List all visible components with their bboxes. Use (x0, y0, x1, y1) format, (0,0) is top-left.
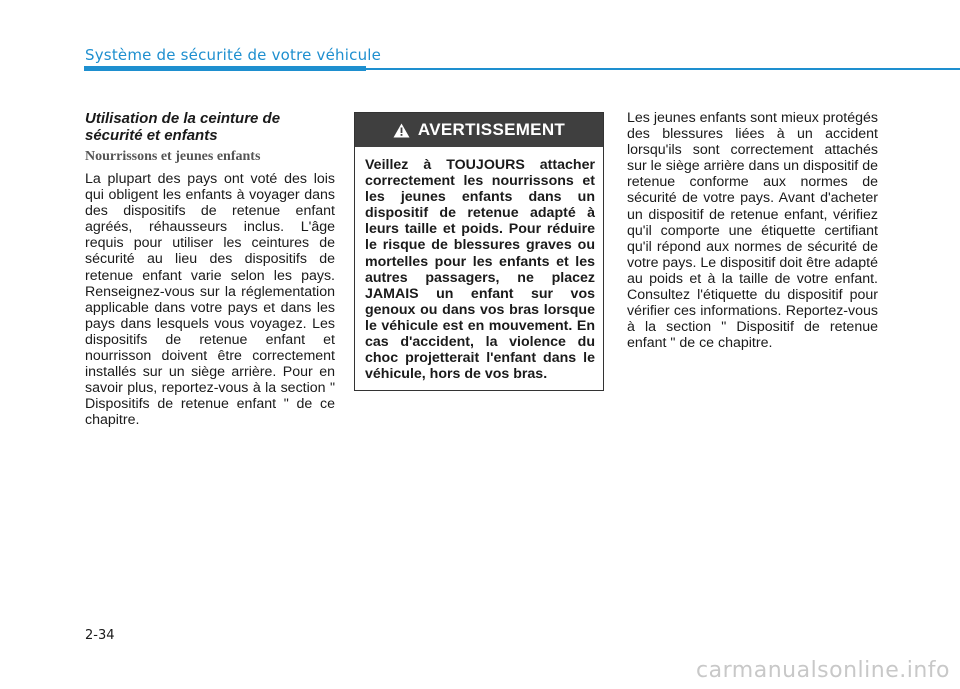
page-number: 2-34 (85, 628, 115, 643)
warning-label: AVERTISSEMENT (417, 120, 566, 139)
left-column (85, 110, 335, 429)
warning-box (354, 112, 604, 391)
warning-header (355, 113, 603, 147)
right-paragraph: Les jeunes enfants sont mieux protégés des blessures liées à un accident lorsqu'ils sont correctement attachés sur le siège arrière dans un dispositif de retenue conforme aux normes de sécurité de votre pays. Avant d'acheter un dispositif de retenue enfant, vérifiez qu'il comporte une étiquette certifiant qu'il répond aux normes de sécurité de votre pays. Le dispositif doit être adapté au poids et à la taille de votre enfant. Consultez l'étiquette du dispositif pour vérifier ces informations. Reportez-vous à la section " Dispositif de retenue enfant " de ce chapitre. (627, 110, 878, 352)
sub-heading: Nourrissons et jeunes enfants (85, 149, 261, 164)
watermark: carmanualsonline.info (696, 658, 950, 683)
header-rule-thick (84, 66, 366, 71)
warning-text: Veillez à TOUJOURS attacher correctement les nourrissons et les jeunes enfants dans un dispositif de retenue adapté à leurs taille et poids. Pour réduire le risque de blessures graves ou mortelles pour les enfants et les autres passagers, ne placez JAMAIS un enfant sur vos genoux ou dans vos bras lorsque le véhicule est en mouvement. En cas d'accident, la violence du choc projetterait l'enfant dans le véhicule, hors de vos bras. (365, 157, 595, 383)
section-heading: Utilisation de la ceinture de sécurité et enfants (85, 110, 281, 144)
warning-triangle-icon (393, 123, 410, 138)
left-paragraph: La plupart des pays ont voté des lois qui obligent les enfants à voyager dans des dispositifs de retenue enfant agréés, réhausseurs inclus. L'âge requis pour utiliser les ceintures de sécurité au lieu des dispositifs de retenue enfant varie selon les pays. Renseignez-vous sur la réglementation applicable dans votre pays et dans les pays dans lesquels vous voyagez. Les dispositifs de retenue enfant et nourrisson doivent être correctement installés sur un siège arrière. Pour en savoir plus, reportez-vous à la section " Dispositifs de retenue enfant " de ce chapitre. (85, 171, 335, 429)
section-header-title: Système de sécurité de votre véhicule (85, 46, 382, 64)
header-rule-thin (366, 68, 960, 70)
right-column (627, 110, 878, 351)
